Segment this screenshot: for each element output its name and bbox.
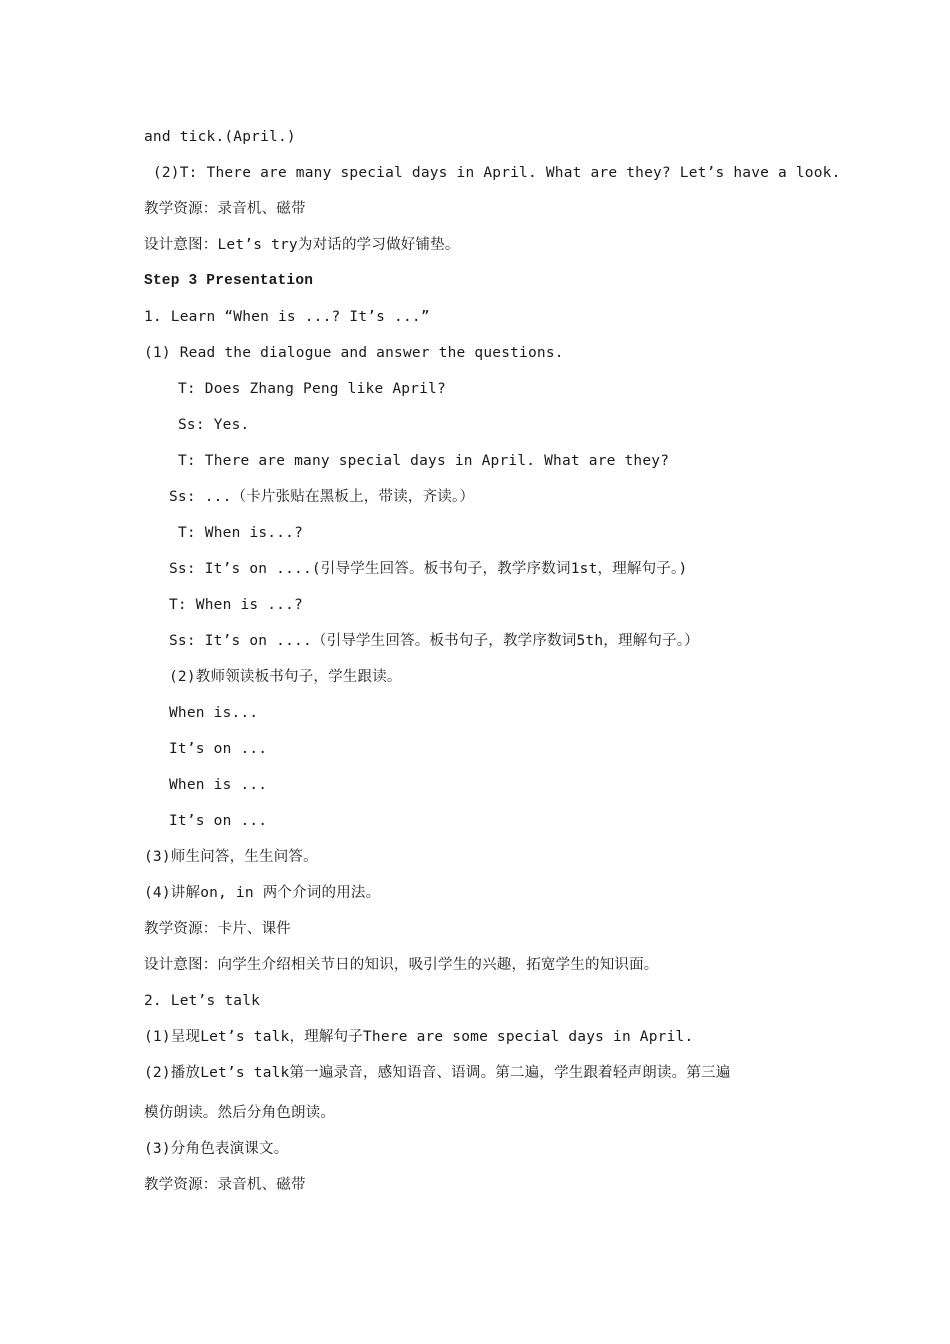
sentence-pattern: It’s on ... <box>169 813 268 829</box>
text-line: 教学资源：录音机、磁带 <box>144 1177 306 1193</box>
sentence-pattern: When is ... <box>169 777 268 793</box>
text-line: (4)讲解on, in 两个介词的用法。 <box>144 885 381 901</box>
text-line: (2)T: There are many special days in April. What are they? Let’s have a look. <box>144 165 841 181</box>
text-line: 教学资源：录音机、磁带 <box>144 201 306 217</box>
dialogue-line: Ss: Yes. <box>178 417 250 433</box>
text-line: (2)教师领读板书句子，学生跟读。 <box>169 669 402 685</box>
text-line: 模仿朗读。然后分角色朗读。 <box>144 1105 336 1121</box>
text-line: (3)分角色表演课文。 <box>144 1141 289 1157</box>
text-line: (1)呈现Let’s talk，理解句子There are some special days in April. <box>144 1029 694 1045</box>
text-line: (1) Read the dialogue and answer the questions. <box>144 345 564 361</box>
dialogue-line: Ss: ...（卡片张贴在黑板上，带读，齐读。） <box>169 489 475 505</box>
dialogue-line: T: When is...? <box>178 525 304 541</box>
dialogue-line: Ss: It’s on ....（引导学生回答。板书句子，教学序数词5th，理解句子。） <box>169 633 699 649</box>
dialogue-line: T: When is ...? <box>169 597 303 613</box>
text-line: 设计意图：向学生介绍相关节日的知识，吸引学生的兴趣，拓宽学生的知识面。 <box>144 957 659 973</box>
text-line: 设计意图：Let’s try为对话的学习做好铺垫。 <box>144 237 460 253</box>
dialogue-line: T: Does Zhang Peng like April? <box>178 381 446 397</box>
text-line: (3)师生问答，生生问答。 <box>144 849 318 865</box>
sentence-pattern: When is... <box>169 705 259 721</box>
text-line: 2. Let’s talk <box>144 993 261 1009</box>
text-line: 教学资源：卡片、课件 <box>144 921 291 937</box>
sentence-pattern: It’s on ... <box>169 741 268 757</box>
dialogue-line: Ss: It’s on ....(引导学生回答。板书句子，教学序数词1st，理解句子。) <box>169 561 688 577</box>
section-heading: Step 3 Presentation <box>144 273 314 289</box>
text-line: 1. Learn “When is ...? It’s ...” <box>144 309 430 325</box>
text-line: (2)播放Let’s talk第一遍录音，感知语音、语调。第二遍，学生跟着轻声朗读。第三遍 <box>144 1065 731 1081</box>
text-line: and tick.(April.) <box>144 129 296 145</box>
dialogue-line: T: There are many special days in April. What are they? <box>178 453 670 469</box>
